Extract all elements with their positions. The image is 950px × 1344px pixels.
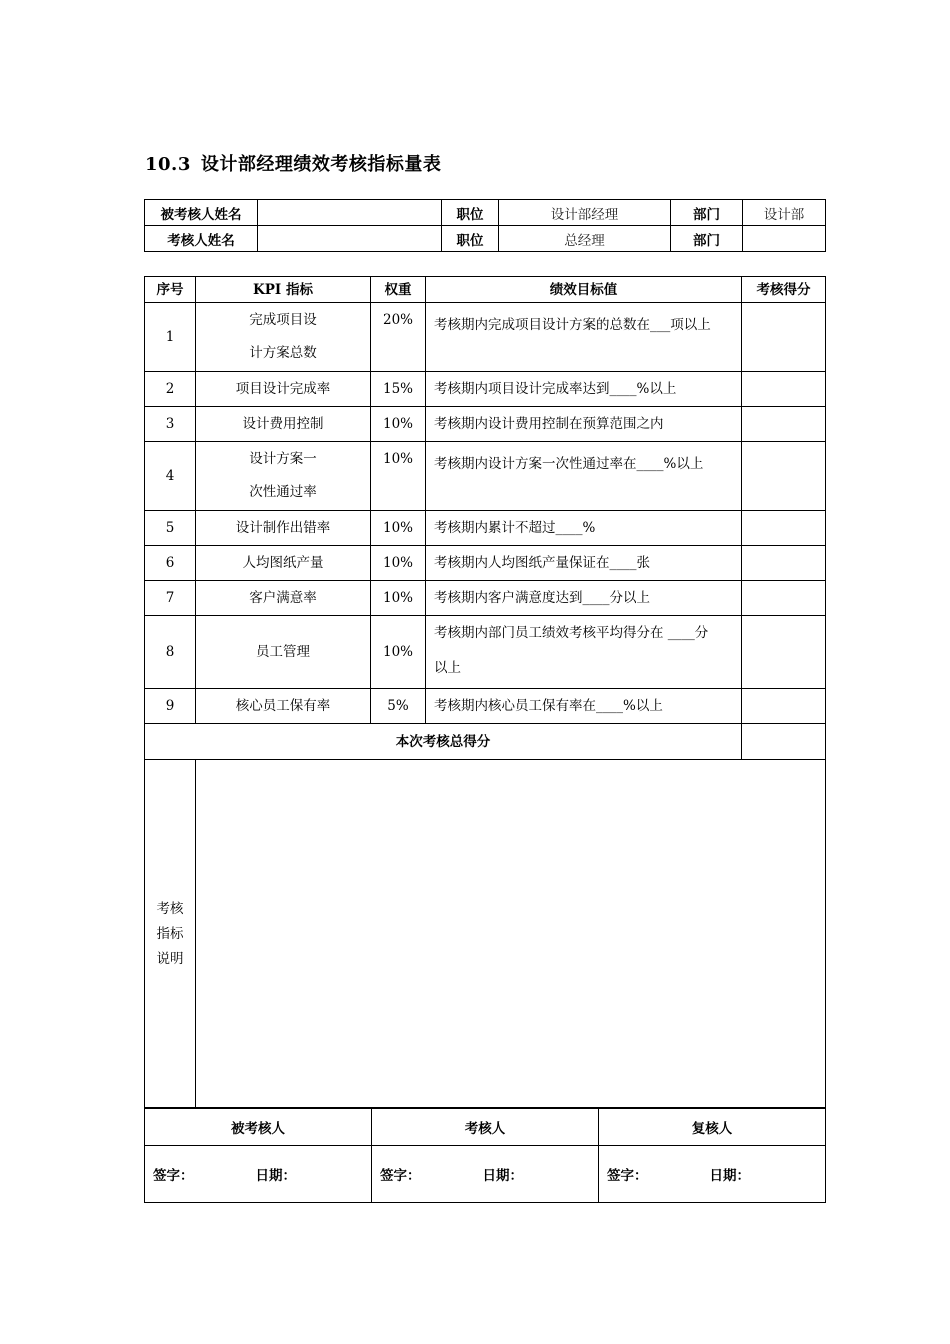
assessor-signature-cell[interactable] bbox=[372, 1146, 599, 1203]
row-goal: 考核期内核心员工保有率在____%以上 bbox=[426, 689, 742, 724]
row-no: 7 bbox=[145, 581, 196, 616]
row-score[interactable] bbox=[742, 372, 826, 407]
table-row bbox=[145, 303, 826, 372]
row-no: 8 bbox=[145, 616, 196, 689]
row-kpi: 客户满意率 bbox=[196, 581, 371, 616]
row-no: 1 bbox=[145, 303, 196, 372]
note-label-line2: 指标 bbox=[156, 925, 184, 942]
row-goal-line2: 以上 bbox=[434, 660, 461, 676]
row-goal: 考核期内累计不超过____% bbox=[426, 511, 742, 546]
row-goal: 考核期内完成项目设计方案的总数在___项以上 bbox=[426, 303, 742, 372]
sign-label: 签字： bbox=[380, 1168, 421, 1184]
row-kpi-line2: 次性通过率 bbox=[249, 484, 317, 500]
row-score[interactable] bbox=[742, 546, 826, 581]
row-kpi: 核心员工保有率 bbox=[196, 689, 371, 724]
row-goal: 考核期内人均图纸产量保证在____张 bbox=[426, 546, 742, 581]
row-weight: 10% bbox=[371, 546, 426, 581]
role-reviewer: 复核人 bbox=[599, 1108, 826, 1146]
total-score-field[interactable] bbox=[742, 724, 826, 760]
info-row-assessee bbox=[145, 200, 826, 226]
row-weight: 15% bbox=[371, 372, 426, 407]
header-no: 序号 bbox=[145, 277, 196, 303]
kpi-table bbox=[144, 276, 826, 1109]
note-row bbox=[145, 760, 826, 1109]
date-label: 日期： bbox=[709, 1168, 750, 1184]
row-kpi-line1: 完成项目设 bbox=[249, 312, 317, 328]
row-goal-line1: 考核期内部门员工绩效考核平均得分在 ____分 bbox=[434, 625, 709, 641]
table-row bbox=[145, 407, 826, 442]
row-weight: 20% bbox=[371, 303, 426, 372]
row-no: 5 bbox=[145, 511, 196, 546]
assessee-position-value: 设计部经理 bbox=[499, 200, 671, 226]
sign-label: 签字： bbox=[153, 1168, 194, 1184]
assessee-dept-label: 部门 bbox=[671, 200, 743, 226]
row-goal: 考核期内设计费用控制在预算范围之内 bbox=[426, 407, 742, 442]
row-weight: 10% bbox=[371, 442, 426, 511]
row-weight: 10% bbox=[371, 616, 426, 689]
total-row bbox=[145, 724, 826, 760]
row-no: 2 bbox=[145, 372, 196, 407]
assessor-position-value: 总经理 bbox=[499, 226, 671, 252]
total-score-label: 本次考核总得分 bbox=[145, 724, 742, 760]
info-table bbox=[144, 199, 826, 252]
header-score: 考核得分 bbox=[742, 277, 826, 303]
indicator-note-field[interactable] bbox=[196, 760, 826, 1109]
row-no: 3 bbox=[145, 407, 196, 442]
row-score[interactable] bbox=[742, 303, 826, 372]
kpi-header-row bbox=[145, 277, 826, 303]
table-row bbox=[145, 511, 826, 546]
assessor-name-label: 考核人姓名 bbox=[145, 226, 258, 252]
table-row bbox=[145, 616, 826, 689]
row-score[interactable] bbox=[742, 689, 826, 724]
title-text: 设计部经理绩效考核指标量表 bbox=[200, 154, 442, 175]
assessee-name-label: 被考核人姓名 bbox=[145, 200, 258, 226]
row-kpi-line2: 计方案总数 bbox=[249, 345, 317, 361]
signature-role-row bbox=[145, 1108, 826, 1146]
row-kpi: 员工管理 bbox=[196, 616, 371, 689]
assessor-dept-value[interactable] bbox=[743, 226, 826, 252]
indicator-note-label bbox=[145, 760, 196, 1109]
row-score[interactable] bbox=[742, 407, 826, 442]
row-kpi: 人均图纸产量 bbox=[196, 546, 371, 581]
note-label-line3: 说明 bbox=[156, 950, 184, 967]
page-title bbox=[145, 150, 441, 176]
assessor-position-label: 职位 bbox=[442, 226, 499, 252]
role-assessor: 考核人 bbox=[372, 1108, 599, 1146]
table-row bbox=[145, 581, 826, 616]
row-no: 4 bbox=[145, 442, 196, 511]
assessee-name-field[interactable] bbox=[258, 200, 442, 226]
signature-table bbox=[144, 1107, 826, 1203]
signature-row bbox=[145, 1146, 826, 1203]
row-score[interactable] bbox=[742, 511, 826, 546]
row-score[interactable] bbox=[742, 581, 826, 616]
row-goal: 考核期内客户满意度达到____分以上 bbox=[426, 581, 742, 616]
row-goal bbox=[426, 616, 742, 689]
assessee-signature-cell[interactable] bbox=[145, 1146, 372, 1203]
row-goal: 考核期内设计方案一次性通过率在____%以上 bbox=[426, 442, 742, 511]
assessor-dept-label: 部门 bbox=[671, 226, 743, 252]
row-score[interactable] bbox=[742, 442, 826, 511]
table-row bbox=[145, 372, 826, 407]
row-kpi: 项目设计完成率 bbox=[196, 372, 371, 407]
date-label: 日期： bbox=[255, 1168, 296, 1184]
date-label: 日期： bbox=[482, 1168, 523, 1184]
row-kpi: 设计费用控制 bbox=[196, 407, 371, 442]
row-goal: 考核期内项目设计完成率达到____%以上 bbox=[426, 372, 742, 407]
row-kpi: 设计制作出错率 bbox=[196, 511, 371, 546]
row-no: 9 bbox=[145, 689, 196, 724]
row-no: 6 bbox=[145, 546, 196, 581]
row-score[interactable] bbox=[742, 616, 826, 689]
row-weight: 10% bbox=[371, 581, 426, 616]
table-row bbox=[145, 546, 826, 581]
header-kpi: KPI 指标 bbox=[196, 277, 371, 303]
header-goal: 绩效目标值 bbox=[426, 277, 742, 303]
title-number: 10.3 bbox=[145, 154, 191, 175]
row-weight: 10% bbox=[371, 511, 426, 546]
row-kpi bbox=[196, 442, 371, 511]
assessee-position-label: 职位 bbox=[442, 200, 499, 226]
role-assessee: 被考核人 bbox=[145, 1108, 372, 1146]
assessee-dept-value: 设计部 bbox=[743, 200, 826, 226]
row-kpi-line1: 设计方案一 bbox=[249, 451, 317, 467]
reviewer-signature-cell[interactable] bbox=[599, 1146, 826, 1203]
row-weight: 5% bbox=[371, 689, 426, 724]
table-row bbox=[145, 689, 826, 724]
info-row-assessor bbox=[145, 226, 826, 252]
row-kpi bbox=[196, 303, 371, 372]
note-label-line1: 考核 bbox=[156, 900, 184, 917]
table-row bbox=[145, 442, 826, 511]
assessor-name-field[interactable] bbox=[258, 226, 442, 252]
header-weight: 权重 bbox=[371, 277, 426, 303]
row-weight: 10% bbox=[371, 407, 426, 442]
sign-label: 签字： bbox=[607, 1168, 648, 1184]
